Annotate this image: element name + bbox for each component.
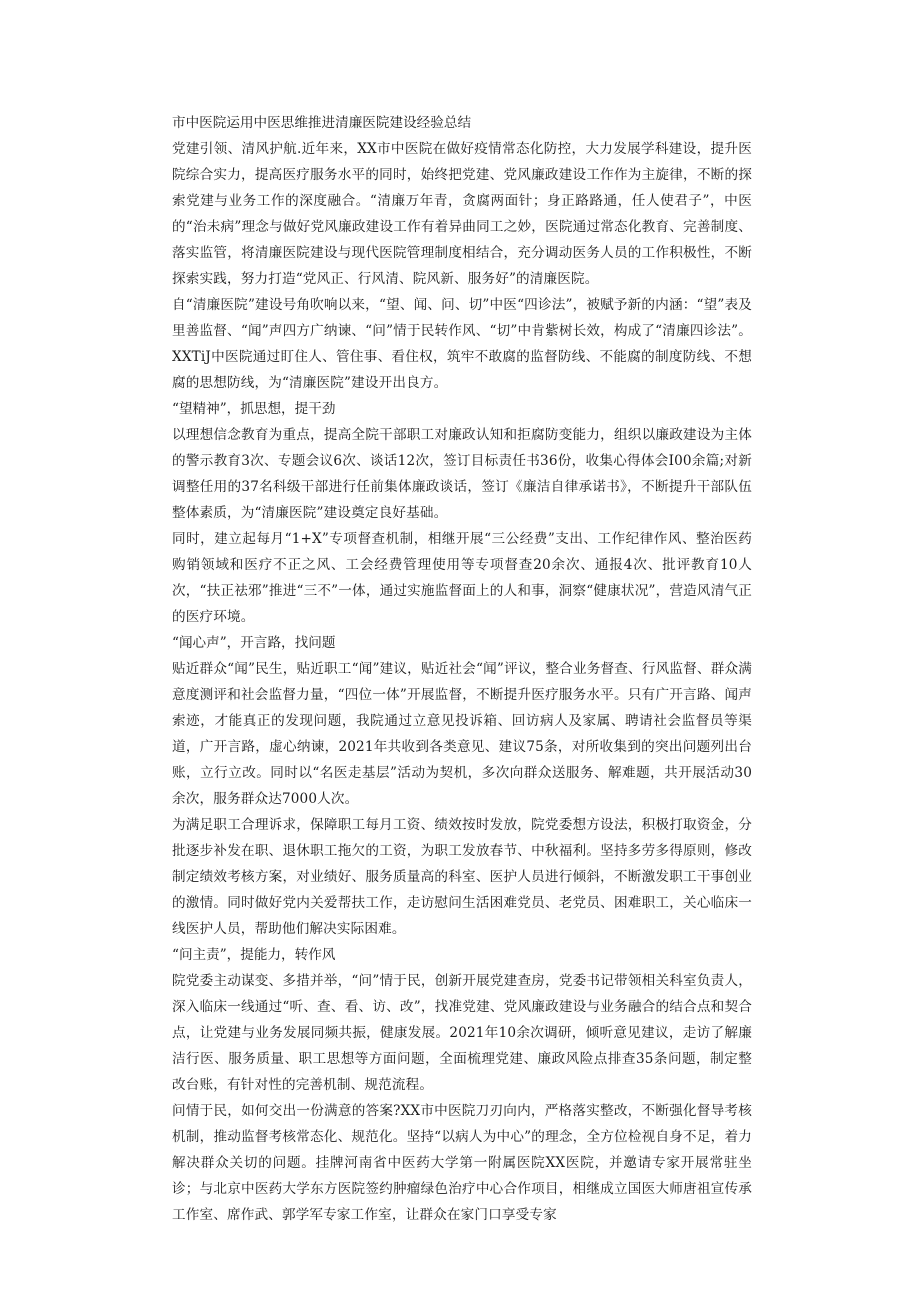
document-page — [172, 110, 752, 1228]
section-heading-wen: “闻心声”，开言路，找问题 — [172, 635, 336, 651]
paragraph-rectification: 问情于民，如何交出一份满意的答案?XX市中医院刀刃向内，严格落实整改，不断强化督导考核机制，推动监督考核常态化、规范化。坚持“以病人为中心”的理念，全方位检视自身不足，着力解决群众关切的问题。挂牌河南省中医药大学第一附属医院XX医院，并邀请专家开展常驻坐诊；与北京中医药大学东方医院签约肿瘤绿色治疗中心合作项目，相继成立国医大师唐祖宣传承工作室、席作武、郭学军专家工作室，让群众在家门口享受专家 — [172, 1103, 752, 1223]
paragraph-staff-needs: 为满足职工合理诉求，保障职工每月工资、绩效按时发放，院党委想方设法，积极打取资金，分批逐步补发在职、退休职工拖欠的工资，为职工发放春节、中秋福利。坚持多劳多得原则，修改制定绩效考核方案，对业绩好、服务质量高的科室、医护人员进行倾斜，不断激发职工干事创业的激情。同时做好党内关爱帮扶工作，走访慰问生活困难党员、老党员、困难职工，关心临床一线医护人员，帮助他们解决实际困难。 — [172, 817, 752, 937]
paragraph-listen-public: 贴近群众“闻”民生，贴近职工“闻”建议，贴近社会“闻”评议，整合业务督查、行风监督、群众满意度测评和社会监督力量，“四位一体”开展监督，不断提升医疗服务水平。只有广开言路、闻声索迹，才能真正的发现问题，我院通过立意见投诉箱、回访病人及家属、聘请社会监督员等渠道，广开言路，虚心纳谏，2021年共收到各类意见、建议75条，对所收集到的突出问题列出台账，立行立改。同时以“名医走基层”活动为契机，多次向群众送服务、解难题，共开展活动30余次，服务群众达7000人次。 — [172, 661, 752, 807]
document-title: 市中医院运用中医思维推进清廉医院建设经验总结 — [172, 115, 472, 131]
section-heading-wang: “望精神”，抓思想，提干劲 — [172, 401, 336, 417]
paragraph-party-ward-rounds: 院党委主动谋变、多措并举，“问”情于民，创新开展党建查房，党委书记带领相关科室负责人，深入临床一线通过“听、查、看、访、改”，找准党建、党风廉政建设与业务融合的结合点和契合点，让党建与业务发展同频共振，健康发展。2021年10余次调研，倾听意见建议，走访了解廉洁行医、服务质量、职工思想等方面问题，全面梳理党建、廉政风险点排查35条问题，制定整改台账，有针对性的完善机制、规范流程。 — [172, 973, 752, 1093]
paragraph-four-diagnosis: 自“清廉医院”建设号角吹响以来，“望、闻、问、切”中医“四诊法”，被赋予新的内涵：“望”表及里善监督、“闻”声四方广纳谏、“问”情于民转作风、“切”中肯紫树长效，构成了“清廉四诊法”。XXTiJ中医院通过盯住人、管住事、看住权，筑牢不敢腐的监督防线、不能腐的制度防线、不想腐的思想防线，为“清廉医院”建设开出良方。 — [172, 297, 752, 391]
paragraph-intro: 党建引领、清风护航.近年来，XX市中医院在做好疫情常态化防控，大力发展学科建设，提升医院综合实力，提高医疗服务水平的同时，始终把党建、党风廉政建设工作作为主旋律，不断的探索党建与业务工作的深度融合。“清廉万年青，贪腐两面针；身正路路通，任人使君子”，中医的“治未病”理念与做好党风廉政建设工作有着异曲同工之妙，医院通过常态化教育、完善制度、落实监管，将清廉医院建设与现代医院管理制度相结合，充分调动医务人员的工作积极性，不断探索实践，努力打造“党风正、行风清、院风新、服务好”的清廉医院。 — [172, 141, 752, 287]
paragraph-ideology-education: 以理想信念教育为重点，提高全院干部职工对廉政认知和拒腐防变能力，组织以廉政建设为主体的警示教育3次、专题会议6次、谈话12次，签订目标责任书36份，收集心得体会I00余篇;对新调整任用的37名科级干部进行任前集体廉政谈话，签订《廉洁自律承诺书》，不断提升干部队伍整体素质，为“清廉医院”建设奠定良好基础。 — [172, 427, 752, 521]
section-heading-wen-responsibility: “问主责”，提能力，转作风 — [172, 947, 336, 963]
paragraph-special-inspection: 同时，建立起每月“1+X”专项督查机制，相继开展“三公经费”支出、工作纪律作风、整治医药购销领域和医疗不正之风、工会经费管理使用等专项督查20余次、通报4次、批评教育10人次，“扶正祛邪”推进“三不”一体，通过实施监督面上的人和事，洞察“健康状况”，营造风清气正的医疗环境。 — [172, 531, 752, 625]
